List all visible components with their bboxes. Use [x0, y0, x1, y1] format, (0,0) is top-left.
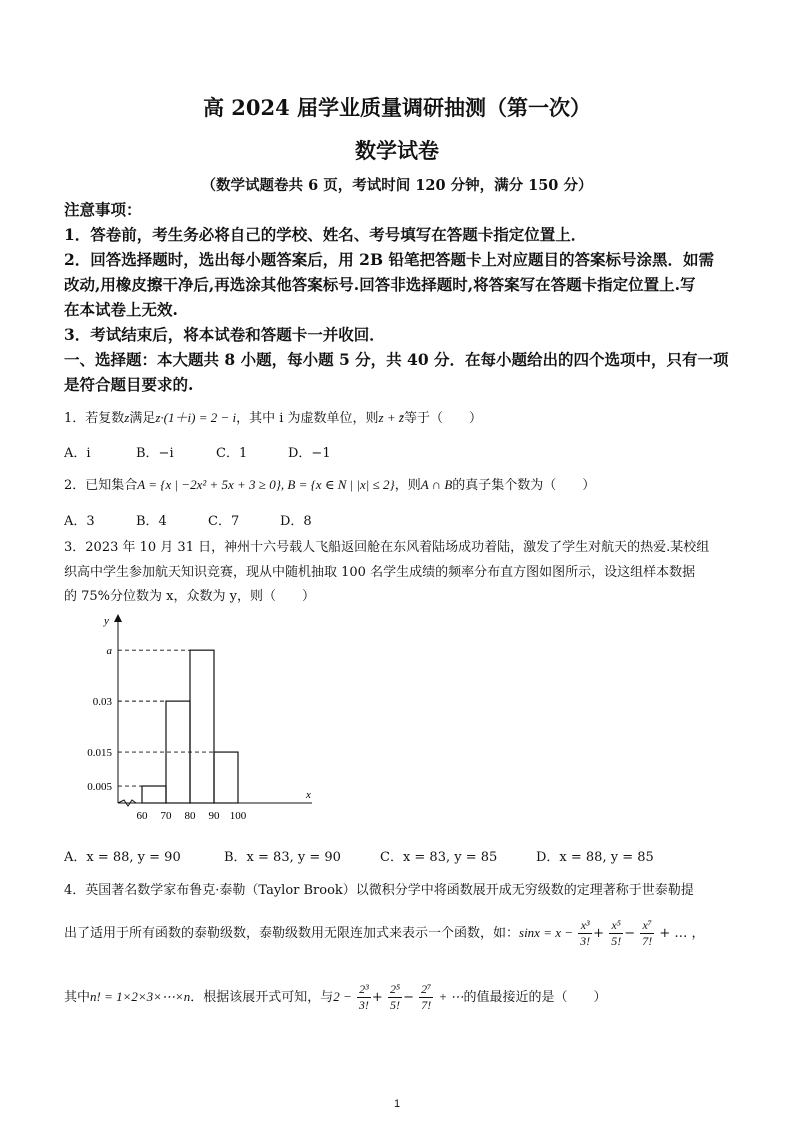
- exam-subject: 数学试卷: [355, 138, 439, 163]
- x-tick-label: 60: [136, 810, 148, 822]
- question-4-line1: 4．英国著名数学家布鲁克·泰勒（Taylor Brook）以微积分学中将函数展开成无穷级数的定理著称于世泰勒提: [64, 883, 694, 898]
- q3-option-d: D．x = 88, y = 85: [536, 850, 654, 865]
- q3-option-b: B．x = 83, y = 90: [224, 850, 341, 865]
- q2-option-b: B．4: [136, 514, 167, 529]
- q3-option-a: A．x = 88, y = 90: [64, 850, 181, 865]
- y-tick-label: 0.03: [92, 696, 112, 709]
- q3-option-c: C．x = 83, y = 85: [380, 850, 498, 865]
- x-tick-label: 80: [184, 810, 196, 822]
- q4-expr-start: 2 −: [333, 989, 352, 1004]
- question-4-line3: 其中n! = 1×2×3×⋯×n．根据该展开式可知，与2 − $\frac{\text{2³}}{3!}$ + $\frac{\text{2⁵}}{5!}$ − $\frac{\text{2⁷}}{7!}$ + ⋯的值最接近的是（ ）: [64, 982, 607, 1012]
- q1-option-a: A．i: [64, 446, 91, 461]
- section1-line2: 是符合题目要求的.: [64, 375, 194, 394]
- exam-info: （数学试题卷共 6 页，考试时间 120 分钟，满分 150 分）: [201, 177, 593, 194]
- section1-line1: 一、选择题：本大题共 8 小题，每小题 5 分，共 40 分．在每小题给出的四个选项中，只有一项: [64, 350, 729, 369]
- q2-option-a: A．3: [64, 514, 95, 529]
- q1-equation: z·(1＋i) = 2 − i: [155, 410, 237, 425]
- q1-expr: z + z̄: [378, 410, 404, 425]
- notice-heading: 注意事项：: [64, 200, 142, 219]
- x-tick-label: 70: [160, 810, 172, 822]
- question-4-line2: 出了适用于所有函数的泰勒级数，泰勒级数用无限连加式来表示一个函数，如：sinx = x − $\frac{\text{x³}}{3!}$ + $\frac{\text{x⁵}}{5!}$ − $\frac{\text{x⁷}}{7!}$ + … ，: [64, 918, 705, 948]
- histogram-chart: [72, 610, 332, 830]
- notice-item-2b: 改动,用橡皮擦干净后,再选涂其他答案标号.回答非选择题时,将答案写在答题卡指定位置上.写: [64, 275, 696, 294]
- q4-sin-lhs: sinx = x −: [519, 925, 574, 940]
- histogram-bar: [190, 650, 214, 803]
- question-3-line1: 3．2023 年 10 月 31 日，神州十六号载人飞船返回舱在东风着陆场成功着陆，激发了学生对航天的热爱.某校组: [64, 540, 710, 555]
- question-3-line3: 的 75%分位数为 x，众数为 y，则（ ）: [64, 589, 315, 604]
- q1-var-z: z: [124, 410, 130, 425]
- q2-option-d: D．8: [280, 514, 312, 529]
- x-tick-label: 90: [208, 810, 220, 822]
- y-axis-arrow: [114, 614, 122, 622]
- q1-option-d: D．−1: [288, 446, 331, 461]
- question-2: 2．已知集合A = {x | −2x² + 5x + 3 ≥ 0}, B = {x ∈ N | |x| ≤ 2}，则A ∩ B的真子集个数为（ ）: [64, 477, 596, 493]
- question-3-line2: 织高中学生参加航天知识竞赛，现从中随机抽取 100 名学生成绩的频率分布直方图如图所示，设这组样本数据: [64, 565, 696, 580]
- exam-title: 高 2024 届学业质量调研抽测（第一次）: [202, 95, 592, 120]
- notice-item-2a: 2．回答选择题时，选出每小题答案后，用 2B 铅笔把答题卡上对应题目的答案标号涂黑．如需: [64, 250, 714, 269]
- y-tick-label: 0.015: [87, 747, 112, 760]
- y-tick-label: a: [106, 645, 112, 658]
- x-axis-label: x: [306, 789, 311, 801]
- q1-option-c: C．1: [216, 446, 248, 461]
- notice-item-1: 1．答卷前，考生务必将自己的学校、姓名、考号填写在答题卡指定位置上．: [64, 225, 587, 244]
- q4-frac-1: $\frac{\text{x³}}{3!}$: [580, 918, 591, 948]
- q4-gfrac-1: $\frac{\text{2³}}{3!}$: [358, 982, 369, 1012]
- notice-item-2c: 在本试卷上无效.: [64, 300, 178, 319]
- q4-gfrac-2: $\frac{\text{2⁵}}{5!}$: [389, 982, 401, 1012]
- y-axis-label: y: [104, 615, 109, 627]
- q4-frac-2: $\frac{\text{x⁵}}{5!}$: [611, 918, 622, 948]
- q2-intersection: A ∩ B: [420, 477, 453, 492]
- q4-nfact: n! = 1×2×3×⋯×n: [90, 989, 191, 1004]
- question-1: 1．若复数z满足z·(1＋i) = 2 − i，其中 i 为虚数单位，则z + z̄等于（ ）: [64, 410, 482, 426]
- histogram-bar: [142, 786, 166, 803]
- q2-sets: A = {x | −2x² + 5x + 3 ≥ 0}, B = {x ∈ N | |x| ≤ 2}: [137, 477, 395, 492]
- notice-item-3: 3．考试结束后，将本试卷和答题卡一并收回．: [64, 325, 385, 344]
- y-tick-label: 0.005: [87, 781, 112, 794]
- q4-frac-3: $\frac{\text{x⁷}}{7!}$: [642, 918, 653, 948]
- histogram-bar: [214, 752, 238, 803]
- x-tick-label: 100: [229, 810, 247, 822]
- page-number: 1: [393, 1098, 401, 1110]
- q4-gfrac-3: $\frac{\text{2⁷}}{7!}$: [421, 982, 432, 1012]
- q1-option-b: B．−i: [136, 446, 174, 461]
- q2-option-c: C．7: [208, 514, 240, 529]
